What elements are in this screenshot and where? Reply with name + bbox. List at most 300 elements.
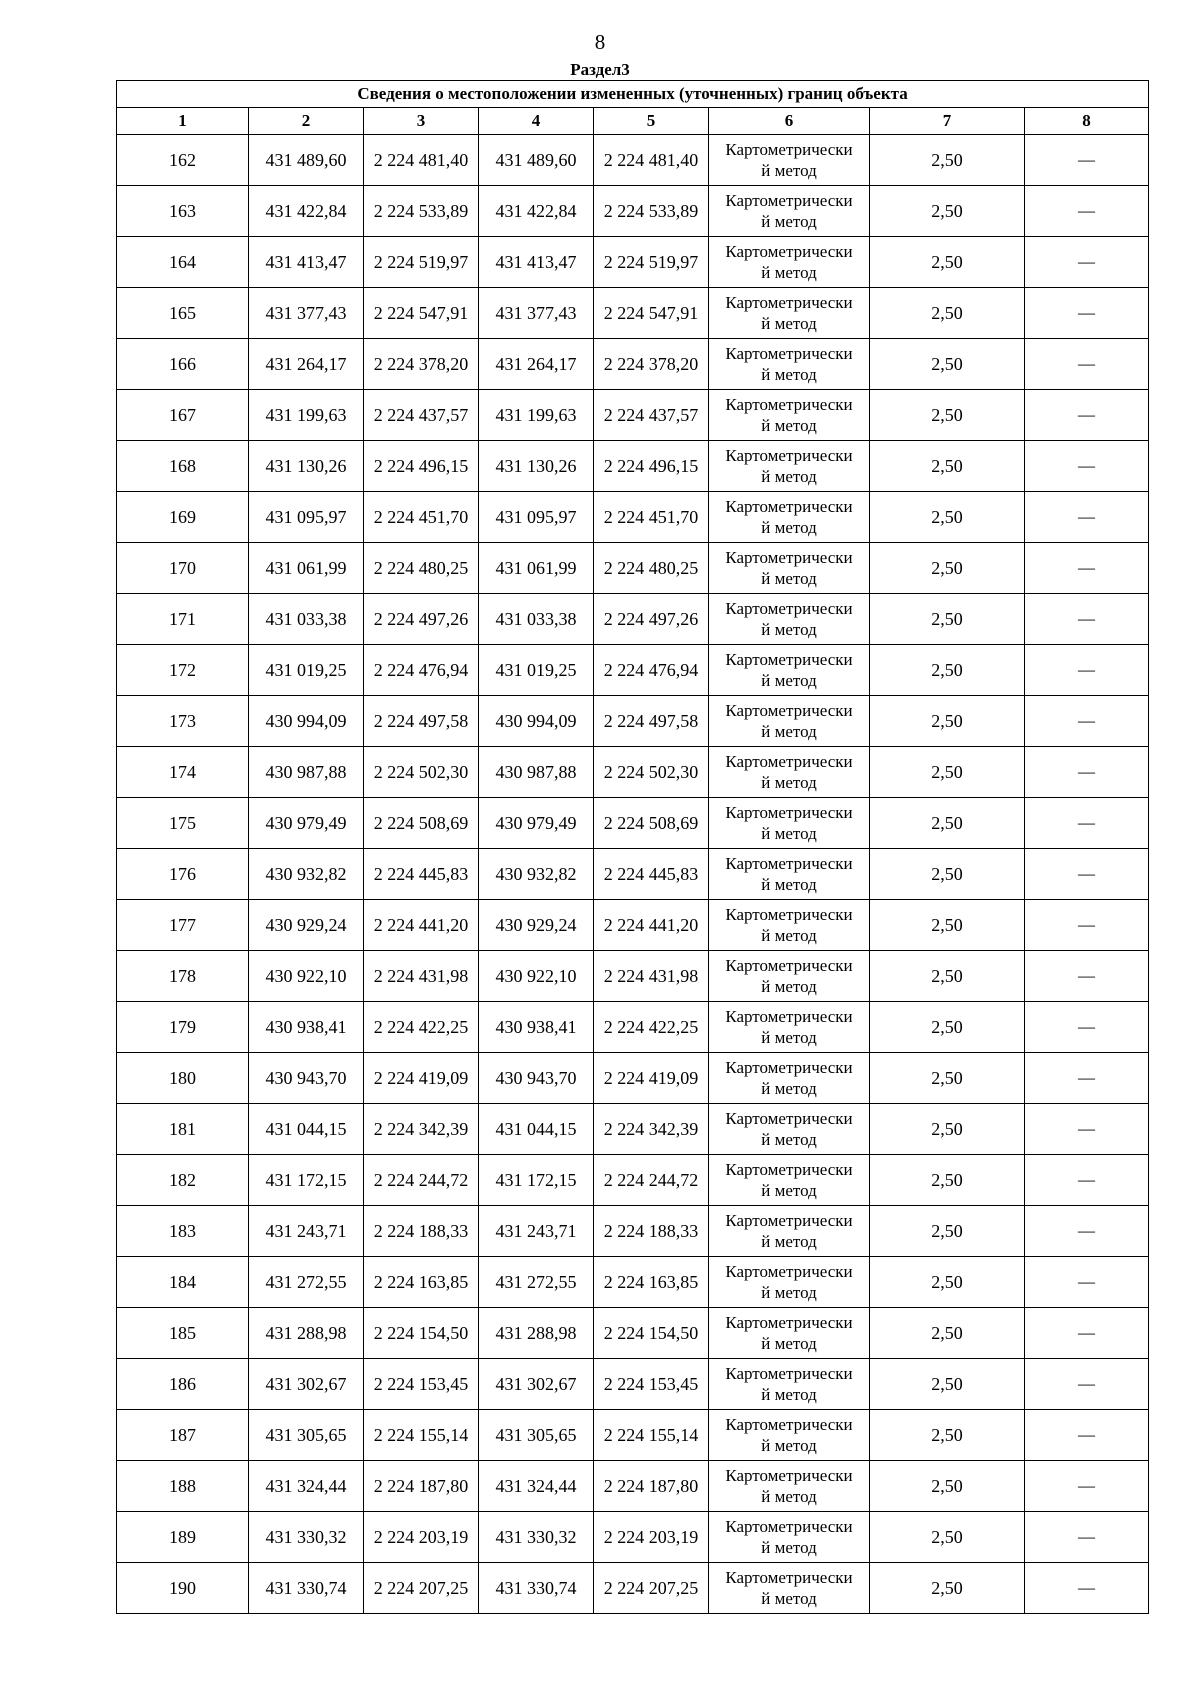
x-new-cell: 430 943,70 <box>479 1053 594 1104</box>
accuracy-cell: 2,50 <box>870 1308 1025 1359</box>
method-cell <box>709 288 870 339</box>
x-new-cell: 431 330,32 <box>479 1512 594 1563</box>
description-cell: — <box>1025 1359 1149 1410</box>
y-new-cell: 2 224 547,91 <box>594 288 709 339</box>
description-cell: — <box>1025 900 1149 951</box>
x-existing-cell: 430 932,82 <box>249 849 364 900</box>
method-line-1: Картометрически <box>725 191 853 210</box>
y-new-cell: 2 224 441,20 <box>594 900 709 951</box>
x-new-cell: 431 330,74 <box>479 1563 594 1614</box>
method-line-2: й метод <box>761 314 817 333</box>
accuracy-cell: 2,50 <box>870 288 1025 339</box>
table-row <box>117 1512 1149 1563</box>
method-cell <box>709 1512 870 1563</box>
description-cell: — <box>1025 1512 1149 1563</box>
y-existing-cell: 2 224 496,15 <box>364 441 479 492</box>
method-line-1: Картометрически <box>725 1007 853 1026</box>
method-line-2: й метод <box>761 416 817 435</box>
table-row <box>117 237 1149 288</box>
point-number-cell: 174 <box>117 747 249 798</box>
point-number-cell: 180 <box>117 1053 249 1104</box>
accuracy-cell: 2,50 <box>870 543 1025 594</box>
x-existing-cell: 431 302,67 <box>249 1359 364 1410</box>
description-cell: — <box>1025 1308 1149 1359</box>
y-new-cell: 2 224 519,97 <box>594 237 709 288</box>
column-number: 2 <box>249 108 364 135</box>
description-cell: — <box>1025 645 1149 696</box>
y-new-cell: 2 224 163,85 <box>594 1257 709 1308</box>
y-new-cell: 2 224 207,25 <box>594 1563 709 1614</box>
y-new-cell: 2 224 476,94 <box>594 645 709 696</box>
y-new-cell: 2 224 502,30 <box>594 747 709 798</box>
method-line-1: Картометрически <box>725 599 853 618</box>
x-new-cell: 430 994,09 <box>479 696 594 747</box>
y-new-cell: 2 224 378,20 <box>594 339 709 390</box>
table-row <box>117 492 1149 543</box>
accuracy-cell: 2,50 <box>870 186 1025 237</box>
table-row <box>117 951 1149 1002</box>
method-line-1: Картометрически <box>725 446 853 465</box>
method-line-1: Картометрически <box>725 1058 853 1077</box>
point-number-cell: 170 <box>117 543 249 594</box>
x-new-cell: 431 199,63 <box>479 390 594 441</box>
description-cell: — <box>1025 543 1149 594</box>
x-existing-cell: 431 330,32 <box>249 1512 364 1563</box>
table-row <box>117 1155 1149 1206</box>
accuracy-cell: 2,50 <box>870 900 1025 951</box>
y-existing-cell: 2 224 445,83 <box>364 849 479 900</box>
description-cell: — <box>1025 1257 1149 1308</box>
y-existing-cell: 2 224 437,57 <box>364 390 479 441</box>
x-existing-cell: 431 489,60 <box>249 135 364 186</box>
table-row <box>117 645 1149 696</box>
description-cell: — <box>1025 798 1149 849</box>
method-line-1: Картометрически <box>725 1517 853 1536</box>
accuracy-cell: 2,50 <box>870 951 1025 1002</box>
x-existing-cell: 430 938,41 <box>249 1002 364 1053</box>
description-cell: — <box>1025 1461 1149 1512</box>
method-cell <box>709 1563 870 1614</box>
table-row <box>117 849 1149 900</box>
description-cell: — <box>1025 1206 1149 1257</box>
column-number: 3 <box>364 108 479 135</box>
point-number-cell: 176 <box>117 849 249 900</box>
y-existing-cell: 2 224 451,70 <box>364 492 479 543</box>
y-new-cell: 2 224 481,40 <box>594 135 709 186</box>
method-line-1: Картометрически <box>725 497 853 516</box>
description-cell: — <box>1025 492 1149 543</box>
point-number-cell: 178 <box>117 951 249 1002</box>
table-row <box>117 390 1149 441</box>
method-cell <box>709 696 870 747</box>
y-existing-cell: 2 224 154,50 <box>364 1308 479 1359</box>
x-new-cell: 431 489,60 <box>479 135 594 186</box>
x-new-cell: 431 061,99 <box>479 543 594 594</box>
method-cell <box>709 441 870 492</box>
accuracy-cell: 2,50 <box>870 492 1025 543</box>
accuracy-cell: 2,50 <box>870 1563 1025 1614</box>
point-number-cell: 190 <box>117 1563 249 1614</box>
point-number-cell: 173 <box>117 696 249 747</box>
y-new-cell: 2 224 153,45 <box>594 1359 709 1410</box>
point-number-cell: 188 <box>117 1461 249 1512</box>
table-row <box>117 1053 1149 1104</box>
x-existing-cell: 431 324,44 <box>249 1461 364 1512</box>
point-number-cell: 177 <box>117 900 249 951</box>
method-line-1: Картометрически <box>725 1364 853 1383</box>
x-new-cell: 431 305,65 <box>479 1410 594 1461</box>
method-cell <box>709 1257 870 1308</box>
x-existing-cell: 430 979,49 <box>249 798 364 849</box>
point-number-cell: 171 <box>117 594 249 645</box>
accuracy-cell: 2,50 <box>870 1053 1025 1104</box>
point-number-cell: 175 <box>117 798 249 849</box>
accuracy-cell: 2,50 <box>870 390 1025 441</box>
y-new-cell: 2 224 480,25 <box>594 543 709 594</box>
y-existing-cell: 2 224 422,25 <box>364 1002 479 1053</box>
point-number-cell: 185 <box>117 1308 249 1359</box>
y-existing-cell: 2 224 441,20 <box>364 900 479 951</box>
method-line-2: й метод <box>761 1130 817 1149</box>
description-cell: — <box>1025 594 1149 645</box>
method-line-2: й метод <box>761 1334 817 1353</box>
method-line-1: Картометрически <box>725 1109 853 1128</box>
x-existing-cell: 431 061,99 <box>249 543 364 594</box>
x-new-cell: 430 979,49 <box>479 798 594 849</box>
method-line-1: Картометрически <box>725 803 853 822</box>
x-existing-cell: 431 413,47 <box>249 237 364 288</box>
description-cell: — <box>1025 441 1149 492</box>
x-existing-cell: 430 929,24 <box>249 900 364 951</box>
description-cell: — <box>1025 1002 1149 1053</box>
point-number-cell: 168 <box>117 441 249 492</box>
y-existing-cell: 2 224 244,72 <box>364 1155 479 1206</box>
description-cell: — <box>1025 390 1149 441</box>
method-line-2: й метод <box>761 977 817 996</box>
method-line-1: Картометрически <box>725 344 853 363</box>
y-existing-cell: 2 224 480,25 <box>364 543 479 594</box>
x-new-cell: 431 324,44 <box>479 1461 594 1512</box>
table-row <box>117 1002 1149 1053</box>
description-cell: — <box>1025 288 1149 339</box>
method-line-1: Картометрически <box>725 395 853 414</box>
method-cell <box>709 492 870 543</box>
column-number: 8 <box>1025 108 1149 135</box>
x-new-cell: 431 044,15 <box>479 1104 594 1155</box>
point-number-cell: 163 <box>117 186 249 237</box>
y-existing-cell: 2 224 378,20 <box>364 339 479 390</box>
y-new-cell: 2 224 188,33 <box>594 1206 709 1257</box>
method-line-2: й метод <box>761 365 817 384</box>
point-number-cell: 186 <box>117 1359 249 1410</box>
point-number-cell: 187 <box>117 1410 249 1461</box>
accuracy-cell: 2,50 <box>870 339 1025 390</box>
method-cell <box>709 1359 870 1410</box>
table-row <box>117 1461 1149 1512</box>
column-number: 7 <box>870 108 1025 135</box>
method-cell <box>709 390 870 441</box>
method-line-1: Картометрически <box>725 293 853 312</box>
x-new-cell: 431 019,25 <box>479 645 594 696</box>
y-new-cell: 2 224 431,98 <box>594 951 709 1002</box>
method-cell <box>709 951 870 1002</box>
y-existing-cell: 2 224 431,98 <box>364 951 479 1002</box>
x-existing-cell: 431 272,55 <box>249 1257 364 1308</box>
y-existing-cell: 2 224 342,39 <box>364 1104 479 1155</box>
method-cell <box>709 747 870 798</box>
accuracy-cell: 2,50 <box>870 747 1025 798</box>
method-line-2: й метод <box>761 1385 817 1404</box>
method-line-1: Картометрически <box>725 1415 853 1434</box>
x-new-cell: 431 095,97 <box>479 492 594 543</box>
section-title: Раздел3 <box>570 60 630 79</box>
table-row <box>117 1563 1149 1614</box>
accuracy-cell: 2,50 <box>870 441 1025 492</box>
table-row <box>117 696 1149 747</box>
y-existing-cell: 2 224 497,26 <box>364 594 479 645</box>
method-cell <box>709 135 870 186</box>
y-new-cell: 2 224 342,39 <box>594 1104 709 1155</box>
accuracy-cell: 2,50 <box>870 1257 1025 1308</box>
method-line-2: й метод <box>761 161 817 180</box>
description-cell: — <box>1025 339 1149 390</box>
method-cell <box>709 1410 870 1461</box>
description-cell: — <box>1025 849 1149 900</box>
method-line-2: й метод <box>761 875 817 894</box>
method-line-2: й метод <box>761 467 817 486</box>
point-number-cell: 172 <box>117 645 249 696</box>
x-new-cell: 430 938,41 <box>479 1002 594 1053</box>
point-number-cell: 162 <box>117 135 249 186</box>
point-number-cell: 182 <box>117 1155 249 1206</box>
x-new-cell: 431 302,67 <box>479 1359 594 1410</box>
x-existing-cell: 431 019,25 <box>249 645 364 696</box>
method-cell <box>709 798 870 849</box>
description-cell: — <box>1025 1410 1149 1461</box>
y-new-cell: 2 224 445,83 <box>594 849 709 900</box>
table-row <box>117 339 1149 390</box>
table-body <box>117 135 1149 1614</box>
x-existing-cell: 431 044,15 <box>249 1104 364 1155</box>
x-new-cell: 431 288,98 <box>479 1308 594 1359</box>
method-cell <box>709 186 870 237</box>
y-existing-cell: 2 224 481,40 <box>364 135 479 186</box>
x-existing-cell: 431 172,15 <box>249 1155 364 1206</box>
accuracy-cell: 2,50 <box>870 1410 1025 1461</box>
method-line-1: Картометрически <box>725 701 853 720</box>
y-existing-cell: 2 224 153,45 <box>364 1359 479 1410</box>
accuracy-cell: 2,50 <box>870 798 1025 849</box>
y-new-cell: 2 224 422,25 <box>594 1002 709 1053</box>
accuracy-cell: 2,50 <box>870 1155 1025 1206</box>
x-existing-cell: 431 305,65 <box>249 1410 364 1461</box>
point-number-cell: 169 <box>117 492 249 543</box>
method-line-1: Картометрически <box>725 956 853 975</box>
description-cell: — <box>1025 747 1149 798</box>
table-row <box>117 441 1149 492</box>
x-existing-cell: 431 288,98 <box>249 1308 364 1359</box>
method-line-1: Картометрически <box>725 548 853 567</box>
description-cell: — <box>1025 1053 1149 1104</box>
boundary-coordinates-table <box>116 80 1149 1614</box>
y-existing-cell: 2 224 203,19 <box>364 1512 479 1563</box>
column-number: 1 <box>117 108 249 135</box>
method-cell <box>709 1155 870 1206</box>
method-cell <box>709 543 870 594</box>
table-row <box>117 186 1149 237</box>
y-existing-cell: 2 224 155,14 <box>364 1410 479 1461</box>
y-existing-cell: 2 224 547,91 <box>364 288 479 339</box>
method-cell <box>709 594 870 645</box>
x-new-cell: 431 377,43 <box>479 288 594 339</box>
method-line-2: й метод <box>761 212 817 231</box>
y-new-cell: 2 224 155,14 <box>594 1410 709 1461</box>
accuracy-cell: 2,50 <box>870 1206 1025 1257</box>
method-line-2: й метод <box>761 518 817 537</box>
method-cell <box>709 1461 870 1512</box>
method-line-2: й метод <box>761 773 817 792</box>
table-row <box>117 1257 1149 1308</box>
y-existing-cell: 2 224 519,97 <box>364 237 479 288</box>
accuracy-cell: 2,50 <box>870 594 1025 645</box>
point-number-cell: 184 <box>117 1257 249 1308</box>
y-new-cell: 2 224 497,26 <box>594 594 709 645</box>
point-number-cell: 181 <box>117 1104 249 1155</box>
x-existing-cell: 430 943,70 <box>249 1053 364 1104</box>
method-cell <box>709 900 870 951</box>
method-line-1: Картометрически <box>725 1160 853 1179</box>
x-existing-cell: 431 330,74 <box>249 1563 364 1614</box>
x-existing-cell: 431 130,26 <box>249 441 364 492</box>
x-new-cell: 430 922,10 <box>479 951 594 1002</box>
table-row <box>117 135 1149 186</box>
description-cell: — <box>1025 1155 1149 1206</box>
accuracy-cell: 2,50 <box>870 1359 1025 1410</box>
method-line-2: й метод <box>761 1079 817 1098</box>
method-line-1: Картометрически <box>725 1262 853 1281</box>
method-line-2: й метод <box>761 1487 817 1506</box>
description-cell: — <box>1025 135 1149 186</box>
method-cell <box>709 237 870 288</box>
table-row <box>117 1359 1149 1410</box>
y-new-cell: 2 224 533,89 <box>594 186 709 237</box>
point-number-cell: 183 <box>117 1206 249 1257</box>
table-caption: Сведения о местоположении измененных (уточненных) границ объекта <box>117 81 1149 108</box>
x-existing-cell: 430 994,09 <box>249 696 364 747</box>
description-cell: — <box>1025 1563 1149 1614</box>
table-row <box>117 1104 1149 1155</box>
x-existing-cell: 430 922,10 <box>249 951 364 1002</box>
method-line-2: й метод <box>761 620 817 639</box>
x-existing-cell: 431 422,84 <box>249 186 364 237</box>
method-line-2: й метод <box>761 1028 817 1047</box>
method-line-2: й метод <box>761 1538 817 1557</box>
accuracy-cell: 2,50 <box>870 1512 1025 1563</box>
x-new-cell: 430 929,24 <box>479 900 594 951</box>
x-existing-cell: 431 264,17 <box>249 339 364 390</box>
method-line-2: й метод <box>761 1181 817 1200</box>
point-number-cell: 179 <box>117 1002 249 1053</box>
table-row <box>117 747 1149 798</box>
table-row <box>117 288 1149 339</box>
method-cell <box>709 645 870 696</box>
page-number: 8 <box>594 30 606 54</box>
x-new-cell: 431 422,84 <box>479 186 594 237</box>
y-new-cell: 2 224 203,19 <box>594 1512 709 1563</box>
method-line-1: Картометрически <box>725 752 853 771</box>
point-number-cell: 166 <box>117 339 249 390</box>
column-number: 5 <box>594 108 709 135</box>
y-existing-cell: 2 224 497,58 <box>364 696 479 747</box>
method-line-1: Картометрически <box>725 1313 853 1332</box>
y-existing-cell: 2 224 163,85 <box>364 1257 479 1308</box>
x-existing-cell: 431 199,63 <box>249 390 364 441</box>
x-new-cell: 431 033,38 <box>479 594 594 645</box>
method-line-2: й метод <box>761 1436 817 1455</box>
y-new-cell: 2 224 419,09 <box>594 1053 709 1104</box>
y-new-cell: 2 224 451,70 <box>594 492 709 543</box>
y-new-cell: 2 224 508,69 <box>594 798 709 849</box>
point-number-cell: 165 <box>117 288 249 339</box>
accuracy-cell: 2,50 <box>870 237 1025 288</box>
method-cell <box>709 849 870 900</box>
point-number-cell: 167 <box>117 390 249 441</box>
method-line-2: й метод <box>761 569 817 588</box>
y-existing-cell: 2 224 419,09 <box>364 1053 479 1104</box>
y-new-cell: 2 224 496,15 <box>594 441 709 492</box>
accuracy-cell: 2,50 <box>870 696 1025 747</box>
point-number-cell: 189 <box>117 1512 249 1563</box>
x-new-cell: 430 932,82 <box>479 849 594 900</box>
accuracy-cell: 2,50 <box>870 1104 1025 1155</box>
table-row <box>117 1206 1149 1257</box>
y-existing-cell: 2 224 502,30 <box>364 747 479 798</box>
y-new-cell: 2 224 244,72 <box>594 1155 709 1206</box>
accuracy-cell: 2,50 <box>870 849 1025 900</box>
accuracy-cell: 2,50 <box>870 135 1025 186</box>
method-line-1: Картометрически <box>725 905 853 924</box>
description-cell: — <box>1025 951 1149 1002</box>
method-line-1: Картометрически <box>725 242 853 261</box>
method-line-2: й метод <box>761 926 817 945</box>
method-line-1: Картометрически <box>725 1466 853 1485</box>
method-line-2: й метод <box>761 671 817 690</box>
x-new-cell: 431 172,15 <box>479 1155 594 1206</box>
method-line-1: Картометрически <box>725 140 853 159</box>
x-new-cell: 431 130,26 <box>479 441 594 492</box>
y-new-cell: 2 224 497,58 <box>594 696 709 747</box>
table-row <box>117 1308 1149 1359</box>
method-line-1: Картометрически <box>725 650 853 669</box>
method-cell <box>709 1206 870 1257</box>
method-line-2: й метод <box>761 1589 817 1608</box>
accuracy-cell: 2,50 <box>870 645 1025 696</box>
table-row <box>117 1410 1149 1461</box>
description-cell: — <box>1025 186 1149 237</box>
y-existing-cell: 2 224 187,80 <box>364 1461 479 1512</box>
x-existing-cell: 431 095,97 <box>249 492 364 543</box>
table-row <box>117 594 1149 645</box>
y-existing-cell: 2 224 476,94 <box>364 645 479 696</box>
method-line-2: й метод <box>761 824 817 843</box>
y-existing-cell: 2 224 188,33 <box>364 1206 479 1257</box>
method-line-2: й метод <box>761 722 817 741</box>
accuracy-cell: 2,50 <box>870 1002 1025 1053</box>
y-existing-cell: 2 224 533,89 <box>364 186 479 237</box>
description-cell: — <box>1025 237 1149 288</box>
x-existing-cell: 431 033,38 <box>249 594 364 645</box>
description-cell: — <box>1025 1104 1149 1155</box>
